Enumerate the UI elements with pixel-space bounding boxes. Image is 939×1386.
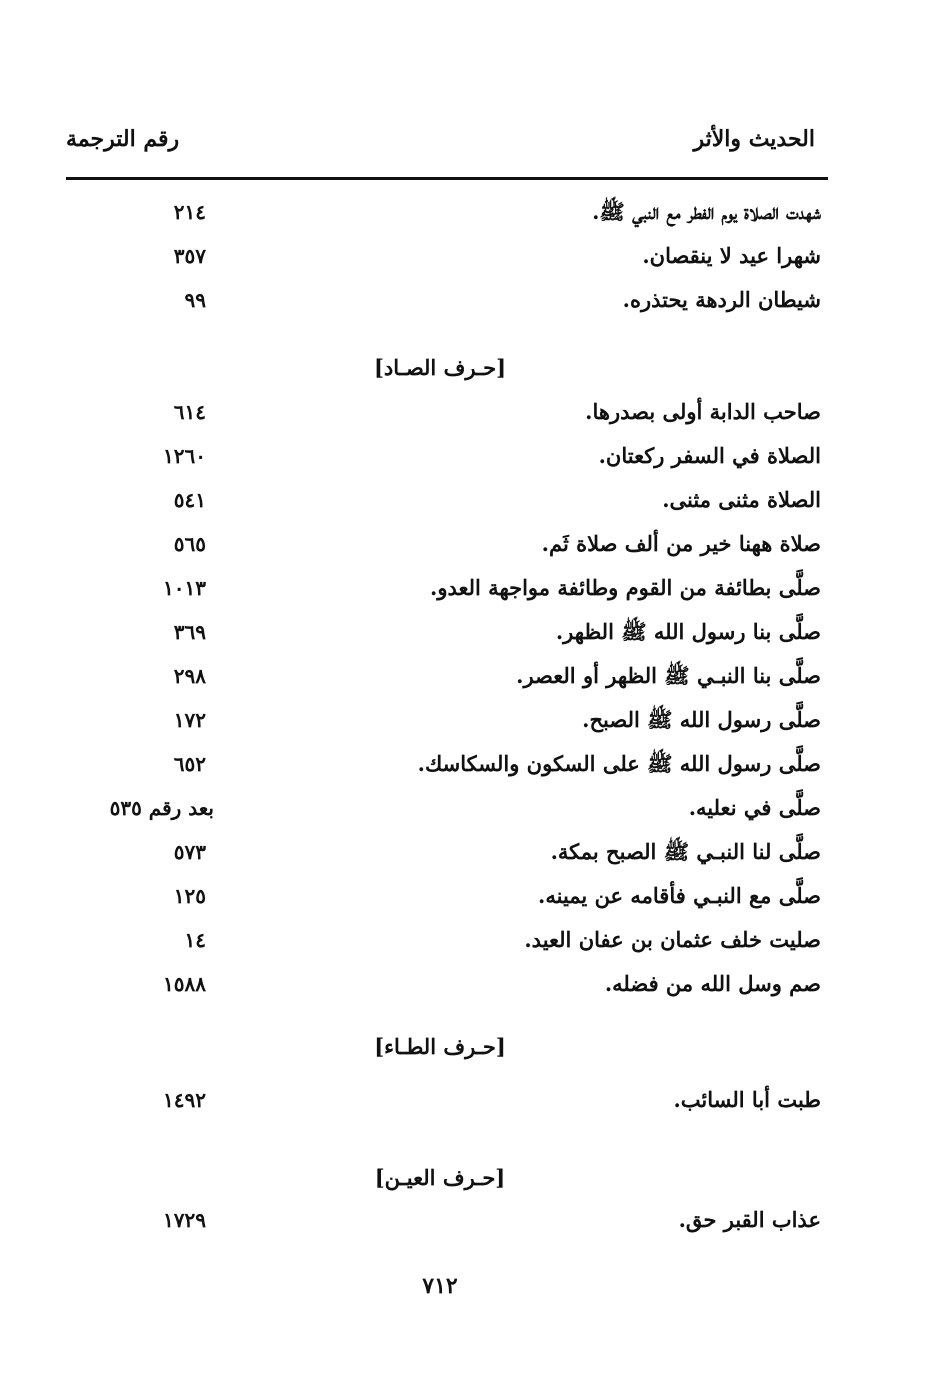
index-entry (0, 659, 939, 693)
index-entry (0, 791, 939, 825)
index-entry (0, 703, 939, 737)
entry-text: صلَّى في نعليه. (688, 795, 821, 820)
entry-text: صلَّى بنا النبـي ﷺ الظهر أو العصر. (516, 663, 821, 688)
entry-ref: ١٧٢ (173, 708, 206, 732)
entry-text: شيطان الردهة يحتذره. (622, 287, 821, 312)
entry-ref: ١٤ (184, 928, 206, 952)
entry-ref: ٢٩٨ (173, 664, 206, 688)
entry-text: صلاة ههنا خير من ألف صلاة ثَم. (541, 531, 821, 556)
index-entry (0, 571, 939, 605)
index-entry (0, 1203, 939, 1237)
entry-text: طبت أبا السائب. (673, 1087, 821, 1112)
index-entry (0, 283, 939, 317)
entry-text: صم وسل الله من فضله. (604, 971, 821, 996)
entry-ref: ١٥٨٨ (163, 972, 206, 996)
section-heading-ain: [حـرف العيـن] (374, 1165, 506, 1190)
section-heading-sad: [حـرف الصـاد] (373, 355, 507, 380)
entry-text: الصلاة في السفر ركعتان. (598, 443, 821, 468)
section-heading-ta: [حـرف الطـاء] (374, 1034, 506, 1059)
entry-ref: ٣٦٩ (173, 620, 206, 644)
entry-text: عذاب القبر حق. (678, 1207, 821, 1232)
entry-text: صلَّى لنا النبـي ﷺ الصبح بمكة. (550, 839, 821, 864)
index-entry (0, 1083, 939, 1117)
entry-text: صاحب الدابة أولى بصدرها. (585, 399, 821, 424)
entry-text: شهدت الصلاة يوم الفطر مع النبي ﷺ. (592, 199, 821, 224)
index-entry (0, 747, 939, 781)
entry-ref: ١٠١٣ (163, 576, 206, 600)
index-entry (0, 615, 939, 649)
entry-text: صلَّى مع النبـي فأقامه عن يمينه. (538, 883, 821, 908)
entry-text: الصلاة مثنى مثنى. (662, 487, 821, 512)
entry-ref: ١٢٦٠ (163, 444, 206, 468)
page-number: ٧١٢ (422, 1273, 458, 1299)
entry-text: صليت خلف عثمان بن عفان العيد. (524, 927, 821, 952)
index-entry (0, 835, 939, 869)
entry-text: صلَّى بنا رسول الله ﷺ الظهر. (555, 619, 821, 644)
entry-text: صلَّى رسول الله ﷺ الصبح. (582, 707, 821, 732)
entry-ref: ٥٤١ (173, 488, 206, 512)
entry-ref: بعد رقم ٥٣٥ (109, 796, 214, 820)
entry-text: صلَّى بطائفة من القوم وطائفة مواجهة العدو. (430, 575, 821, 600)
entry-ref: ٢١٤ (173, 200, 206, 224)
entry-ref: ١٧٢٩ (163, 1208, 206, 1232)
index-entry (0, 527, 939, 561)
entry-ref: ٦١٤ (173, 400, 206, 424)
entry-ref: ١٤٩٢ (163, 1088, 206, 1112)
index-entry (0, 879, 939, 913)
index-entry (0, 439, 939, 473)
index-entry (0, 395, 939, 429)
entry-ref: ٦٥٢ (173, 752, 206, 776)
index-entry (0, 923, 939, 957)
index-entry (0, 195, 939, 229)
entry-ref: ٩٩ (184, 288, 206, 312)
header-rule (66, 177, 828, 180)
index-entry (0, 967, 939, 1001)
index-entry (0, 483, 939, 517)
entry-text: شهرا عيد لا ينقصان. (642, 243, 821, 268)
entry-ref: ١٢٥ (173, 884, 206, 908)
entry-ref: ٥٧٣ (173, 840, 206, 864)
entry-ref: ٥٦٥ (173, 532, 206, 556)
column-title-ref-number: رقم الترجمة (66, 126, 180, 152)
column-title-hadith: الحديث والأثر (693, 126, 815, 152)
index-entry (0, 239, 939, 273)
entry-ref: ٣٥٧ (173, 244, 206, 268)
entry-text: صلَّى رسول الله ﷺ على السكون والسكاسك. (417, 751, 821, 776)
